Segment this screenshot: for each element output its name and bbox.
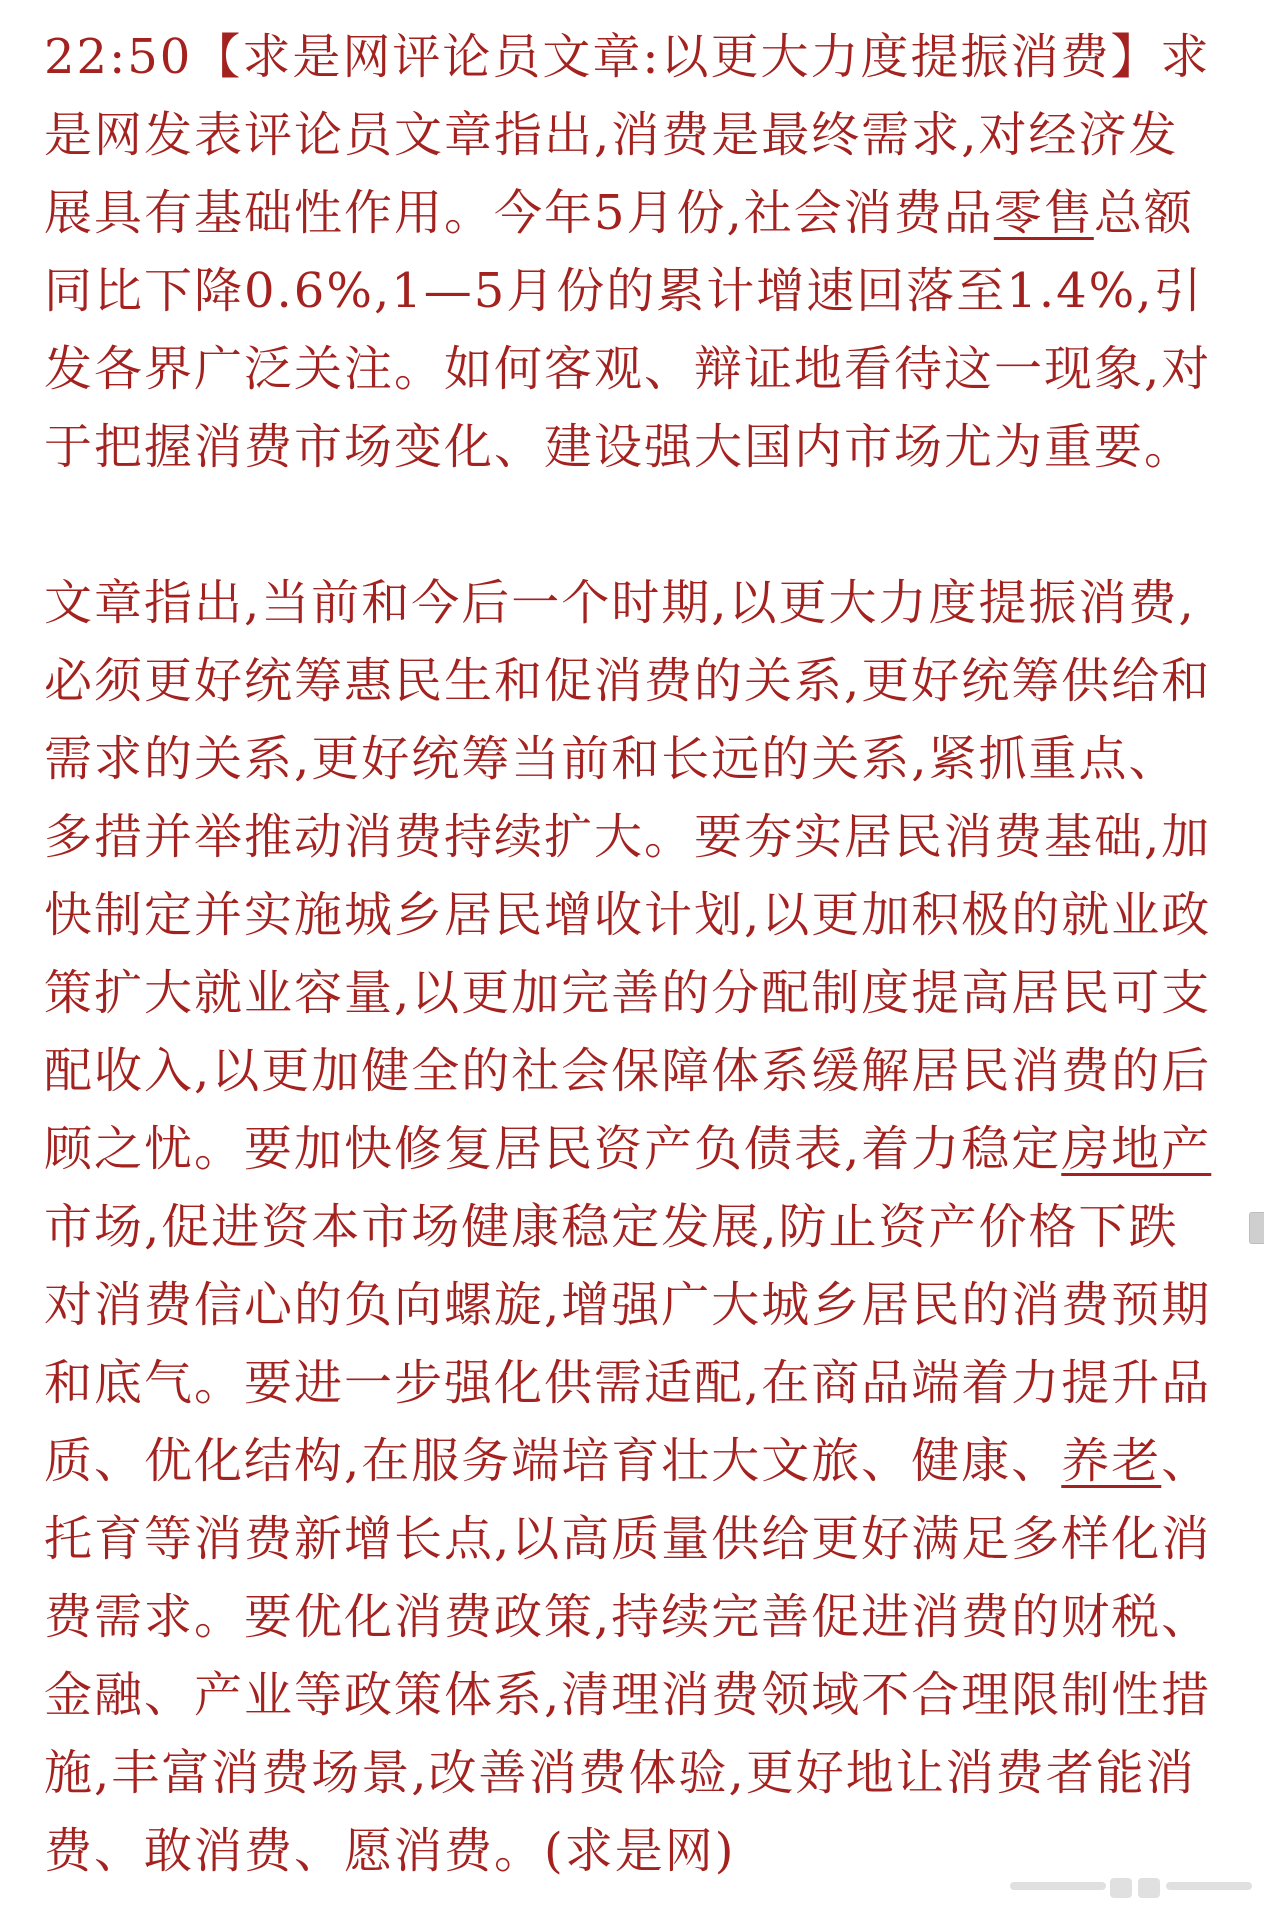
watermark-icon [1006, 1868, 1256, 1908]
scroll-handle-icon[interactable] [1249, 1212, 1264, 1244]
article-paragraph-2 [44, 564, 1220, 1890]
keyword-link-elderly-care[interactable]: 养老 [1061, 1433, 1162, 1489]
paragraph-1-text-2: 总额同比下降0.6%,1—5月份的累计增速回落至1.4%,引发各界广泛关注。如何客观、辩证地看待这一现象,对于把握消费市场变化、建设强大国内市场尤为重要。 [44, 185, 1212, 475]
paragraph-2-text-3: 、托育等消费新增长点,以高质量供给更好满足多样化消费需求。要优化消费政策,持续完善促进消费的财税、金融、产业等政策体系,清理消费领域不合理限制性措施,丰富消费场景,改善消费体验,更好地让消费者能消费、敢消费、愿消费。(求是网) [44, 1433, 1212, 1879]
keyword-link-real-estate[interactable]: 房地产 [1061, 1121, 1212, 1177]
paragraph-1-text-1: 22:50【求是网评论员文章:以更大力度提振消费】求是网发表评论员文章指出,消费是最终需求,对经济发展具有基础性作用。今年5月份,社会消费品 [44, 29, 1211, 241]
article-body [44, 18, 1220, 1890]
keyword-link-retail[interactable]: 零售 [993, 185, 1094, 241]
article-paragraph-1 [44, 18, 1220, 486]
paragraph-2-text-1: 文章指出,当前和今后一个时期,以更大力度提振消费,必须更好统筹惠民生和促消费的关系,更好统筹供给和需求的关系,更好统筹当前和长远的关系,紧抓重点、多措并举推动消费持续扩大。要夯实居民消费基础,加快制定并实施城乡居民增收计划,以更加积极的就业政策扩大就业容量,以更加完善的分配制度提高居民可支配收入,以更加健全的社会保障体系缓解居民消费的后顾之忧。要加快修复居民资产负债表,着力稳定 [44, 575, 1212, 1177]
paragraph-2-text-2: 市场,促进资本市场健康稳定发展,防止资产价格下跌对消费信心的负向螺旋,增强广大城乡居民的消费预期和底气。要进一步强化供需适配,在商品端着力提升品质、优化结构,在服务端培育壮大文旅、健康、 [44, 1199, 1212, 1489]
